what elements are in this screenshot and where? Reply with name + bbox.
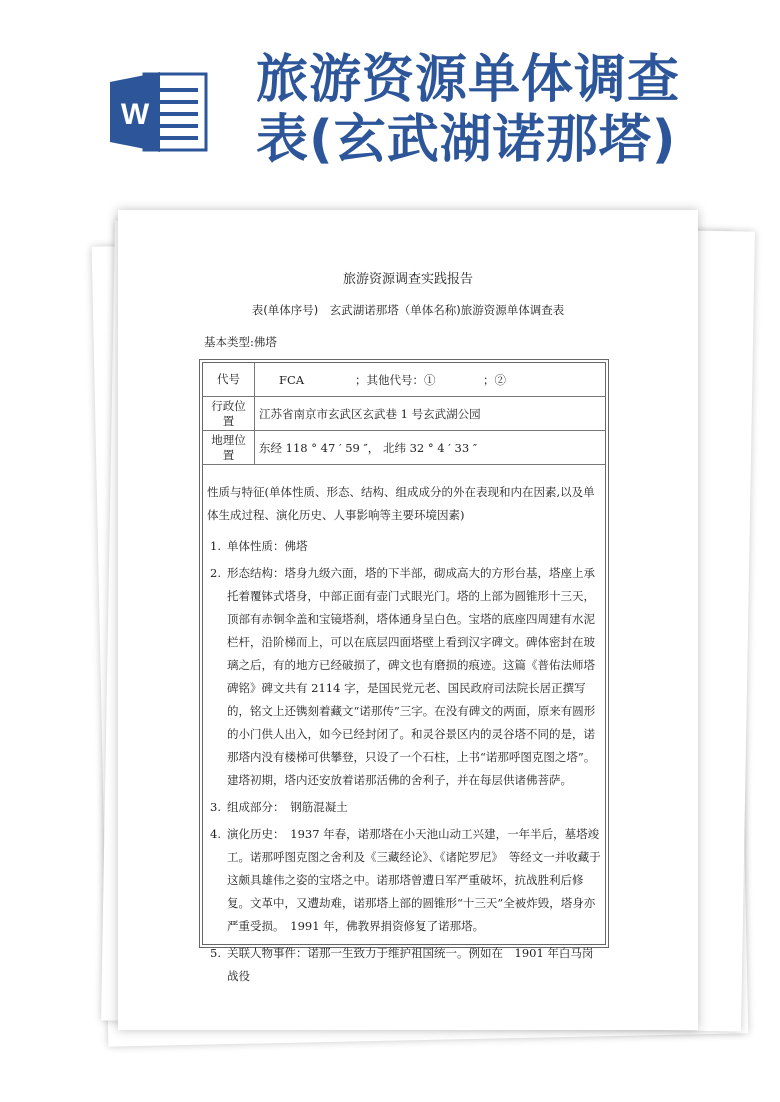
table-row-admin [203, 397, 605, 431]
geo-value: 东经 118 ° 47 ′ 59 ″， 北纬 32 ° 4 ′ 33 ″ [259, 440, 478, 455]
table-row-geo [203, 431, 605, 465]
document-subheading: 表(单体序号) 玄武湖诺那塔（单体名称)旅游资源单体调查表 [251, 303, 565, 317]
list-item-text: 单体性质：佛塔 [227, 539, 308, 553]
list-item-text: 组成部分： 钢筋混凝土 [227, 800, 348, 814]
list-item-number: 5. [210, 946, 221, 960]
list-item [207, 535, 601, 558]
admin-label: 行政位置 [203, 397, 255, 430]
code-value: FCA [279, 372, 305, 387]
list-item-text: 形态结构：塔身九级六面，塔的下半部，砌成高大的方形台基，塔座上承托着覆钵式塔身，中部正面有壶门式眼光门。塔的上部为圆锥形十三天，顶部有赤铜伞盖和宝镜塔刹，塔体通身呈白色。宝塔的底座四周建有水泥栏杆，沿阶梯而上，可以在底层四面塔壁上看到汉字碑文。碑体密封在玻璃之后，有的地方已经破损了，碑文也有磨损的痕迹。这篇《普佑法师塔碑铭》碑文共有 2114 字，是国民党元老、国民政府司法院长居正撰写的，铭文上还镌刻着藏文“诺那传”三字。在没有碑文的两面，原来有圆形的小门供人出入，如今已经封闭了。和灵谷景区内的灵谷塔不同的是，诺那塔内没有楼梯可供攀登，只设了一个石柱，上书“诺那呼图克图之塔”。建塔初期，塔内还安放着诺那活佛的舍利子，并在每层供诸佛菩萨。 [227, 566, 596, 787]
geo-label: 地理位置 [203, 431, 255, 464]
code-label: 代号 [203, 363, 255, 396]
admin-value: 江苏省南京市玄武区玄武巷 1 号玄武湖公园 [259, 406, 481, 421]
list-item [207, 562, 601, 792]
list-item-text: 关联人物事件：诺那一生致力于维护祖国统一。例如在 1901 年白马岗战役 [227, 946, 594, 983]
list-item [207, 823, 601, 938]
page-title-line1: 旅游资源单体调查 [256, 50, 681, 110]
list-item-number: 4. [210, 827, 221, 841]
page-title-line2: 表(玄武湖诺那塔) [256, 110, 677, 170]
list-item-number: 1. [210, 539, 221, 553]
features-section [203, 465, 605, 983]
list-item [207, 942, 601, 988]
document-heading: 旅游资源调查实践报告 [342, 272, 473, 287]
table-row-code [203, 363, 605, 397]
features-intro: 性质与特征(单体性质、形态、结构、组成成分的外在表现和内在因素,以及单体生成过程、演化历史、人事影响等主要环境因素) [207, 485, 595, 522]
page-title [256, 50, 776, 170]
other-code-1: ；其他代号：① [355, 372, 436, 387]
code-value-cell [255, 363, 605, 396]
list-item [207, 796, 601, 819]
other-code-2: ；② [483, 372, 506, 387]
list-item-number: 3. [210, 800, 221, 814]
document-page [118, 210, 698, 1030]
word-logo-letter: W [120, 98, 150, 131]
list-item-number: 2. [210, 566, 221, 580]
survey-table [202, 362, 606, 983]
basic-type-label: 基本类型:佛塔 [204, 335, 277, 349]
word-document-icon [110, 68, 210, 156]
list-item-text: 演化历史： 1937 年春，诺那塔在小天池山动工兴建，一年半后，墓塔竣工。诺那呼图克图之舍利及《三藏经论》、《诸陀罗尼》 等经文一并收藏于这颇具雄伟之姿的宝塔之中。诺那塔曾遭日军严重破坏，抗战胜利后修复。文革中，又遭劫难，诺那塔上部的圆锥形“十三天”全被炸毁，塔身亦严重受损。 1991 年，佛教界捐资修复了诺那塔。 [227, 827, 601, 933]
